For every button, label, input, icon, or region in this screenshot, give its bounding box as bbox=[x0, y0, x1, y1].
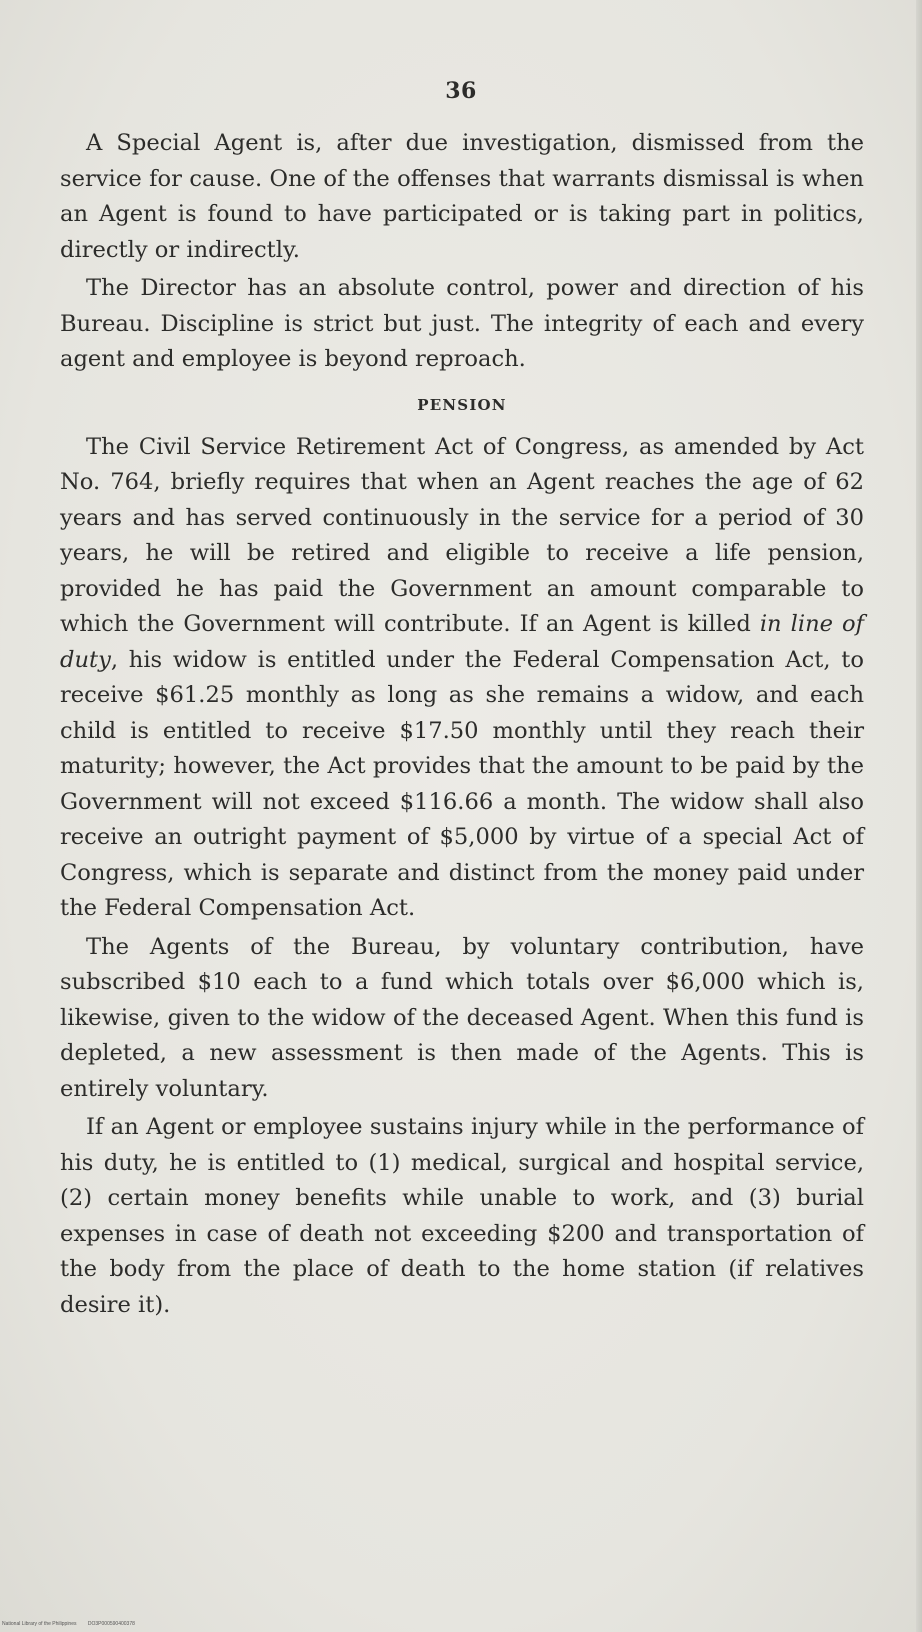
paragraph-voluntary-fund: The Agents of the Bureau, by voluntary contribution, have subscribed $10 each to a fund which totals over $6,000 which is, likewise, given to the widow of the deceased Agent. When this fund is depleted, a new assessment is then made of the Agents. This is entirely voluntary. bbox=[60, 933, 864, 1102]
footer-code: DO3P000590400378 bbox=[87, 1621, 135, 1627]
paragraph-dismissal: A Special Agent is, after due investigation, dismissed from the service for cause. One of the offenses that warrants dismissal is when an Agent is found to have participated or is taking part in politics, directly or indirectly. bbox=[60, 130, 864, 263]
paragraph-injury-benefits: If an Agent or employee sustains injury while in the performance of his duty, he is entitled to (1) medical, surgical and hospital service, (2) certain money benefits while unable to work, and (3) burial expenses in case of death not exceeding $200 and transportation of the body from the place of death to the home station (if relatives desire it). bbox=[60, 1114, 864, 1318]
document-body bbox=[60, 126, 864, 1323]
scan-footer bbox=[2, 1621, 135, 1627]
retirement-text-part-2: , his widow is entitled under the Federal Compensation Act, to receive $61.25 monthly as long as she remains a widow, and each child is entitled to receive $17.50 monthly until they reach their maturity; however, the Act provides that the amount to be paid by the Government will not exceed $116.66 a month. The widow shall also receive an outright payment of $5,000 by virtue of a special Act of Congress, which is separate and distinct from the money paid under the Federal Compensation Act. bbox=[60, 646, 864, 921]
paragraph-retirement-act bbox=[60, 430, 864, 927]
paragraph-director: The Director has an absolute control, power and direction of his Bureau. Discipline is strict but just. The integrity of each and every agent and employee is beyond reproach. bbox=[60, 275, 864, 372]
retirement-text-part-1: The Civil Service Retirement Act of Congress, as amended by Act No. 764, briefly requires that when an Agent reaches the age of 62 years and has served continuously in the service for a period of 30 years, he will be retired and eligible to receive a life pension, provided he has paid the Government an amount comparable to which the Government will contribute. If an Agent is killed bbox=[60, 433, 864, 637]
footer-library: National Library of the Philippines bbox=[2, 1621, 77, 1627]
page-edge-shadow bbox=[916, 0, 922, 1632]
section-heading-pension: PENSION bbox=[417, 395, 507, 414]
page-number: 36 bbox=[445, 78, 477, 104]
italic-line-of-duty: in line of duty bbox=[60, 611, 864, 673]
